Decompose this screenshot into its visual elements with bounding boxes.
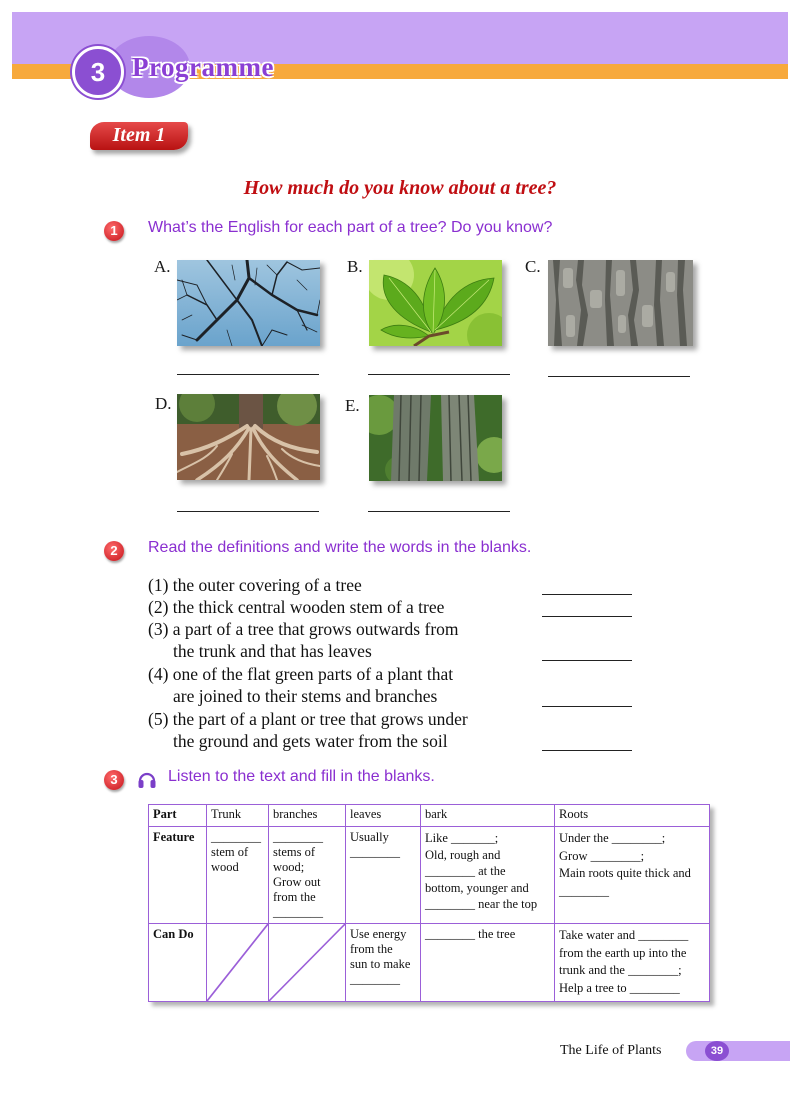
- answer-blank[interactable]: [542, 750, 632, 751]
- definition-text: the thick central wooden stem of a tree: [172, 597, 445, 617]
- unit-number-badge: 3: [72, 46, 124, 98]
- table-header-cell: Trunk: [207, 805, 269, 827]
- definition-text: the part of a plant or tree that grows under: [172, 709, 468, 729]
- question-number-badge: 2: [104, 541, 124, 561]
- definition-number: (4): [148, 664, 169, 684]
- bark-picture: [548, 260, 693, 346]
- trunk-picture: [369, 395, 502, 481]
- answer-blank[interactable]: [542, 660, 632, 661]
- table-header-cell: branches: [269, 805, 346, 827]
- answer-line[interactable]: [177, 511, 319, 512]
- table-row: [149, 924, 710, 1002]
- definition-number: (2): [148, 597, 169, 617]
- definition-text-continued: are joined to their stems and branches: [173, 686, 438, 706]
- answer-blank[interactable]: [542, 594, 632, 595]
- answer-line[interactable]: [548, 376, 690, 377]
- question-prompt: Listen to the text and fill in the blanks.: [168, 768, 435, 785]
- picture-label: E.: [345, 396, 360, 415]
- answer-blank[interactable]: [542, 706, 632, 707]
- table-cell[interactable]: Use energy from the sun to make ________: [346, 924, 421, 1002]
- definition-item: [148, 596, 444, 618]
- answer-line[interactable]: [177, 374, 319, 375]
- headphones-icon[interactable]: [136, 768, 158, 790]
- definition-text: one of the flat green parts of a plant that: [172, 664, 454, 684]
- table-header-cell: bark: [421, 805, 555, 827]
- table-row: [149, 827, 710, 924]
- definition-item: [148, 708, 468, 752]
- answer-line[interactable]: [368, 511, 510, 512]
- definition-number: (1): [148, 575, 169, 595]
- table-cell[interactable]: Take water and ________ from the earth up into the trunk and the ________; Help a tree to ________: [555, 924, 710, 1002]
- table-header-cell: leaves: [346, 805, 421, 827]
- picture-label: A.: [154, 257, 171, 276]
- page-number: 39: [705, 1041, 729, 1061]
- unit-title: Programme: [132, 52, 274, 82]
- page-number-tab: [686, 1041, 790, 1061]
- question-prompt: What’s the English for each part of a tree? Do you know?: [148, 219, 553, 236]
- row-label: Feature: [149, 827, 207, 924]
- roots-picture: [177, 394, 320, 480]
- row-label: Can Do: [149, 924, 207, 1002]
- table-header-cell: Part: [149, 805, 207, 827]
- picture-label: D.: [155, 394, 172, 413]
- page-title: How much do you know about a tree?: [243, 177, 557, 199]
- item-tag: Item 1: [90, 122, 188, 150]
- table-cell[interactable]: ________ stem of wood: [207, 827, 269, 924]
- crossed-out-cell: [207, 924, 269, 1002]
- table-cell[interactable]: Usually ________: [346, 827, 421, 924]
- table-cell[interactable]: ________ the tree: [421, 924, 555, 1002]
- definition-item: [148, 663, 453, 707]
- crossed-out-cell: [269, 924, 346, 1002]
- definition-item: [148, 574, 362, 596]
- definition-text-continued: the trunk and that has leaves: [173, 641, 372, 661]
- definition-text: the outer covering of a tree: [172, 575, 362, 595]
- branches-picture: [177, 260, 320, 346]
- picture-label: B.: [347, 257, 363, 276]
- definition-text-continued: the ground and gets water from the soil: [173, 731, 448, 751]
- definition-item: [148, 618, 459, 662]
- definition-number: (3): [148, 619, 169, 639]
- answer-blank[interactable]: [542, 616, 632, 617]
- book-title: The Life of Plants: [560, 1043, 662, 1058]
- definition-text: a part of a tree that grows outwards from: [172, 619, 459, 639]
- table-cell[interactable]: Under the ________; Grow ________; Main roots quite thick and ________: [555, 827, 710, 924]
- answer-line[interactable]: [368, 374, 510, 375]
- question-number-badge: 1: [104, 221, 124, 241]
- table-header-cell: Roots: [555, 805, 710, 827]
- table-cell[interactable]: ________ stems of wood; Grow out from the ________: [269, 827, 346, 924]
- fill-in-table: [148, 804, 710, 1002]
- table-header-row: [149, 805, 710, 827]
- question-number-badge: 3: [104, 770, 124, 790]
- table-cell[interactable]: Like _______; Old, rough and ________ at the bottom, younger and ________ near the top: [421, 827, 555, 924]
- definition-number: (5): [148, 709, 169, 729]
- picture-label: C.: [525, 257, 541, 276]
- question-prompt: Read the definitions and write the words in the blanks.: [148, 539, 532, 556]
- leaves-picture: [369, 260, 502, 346]
